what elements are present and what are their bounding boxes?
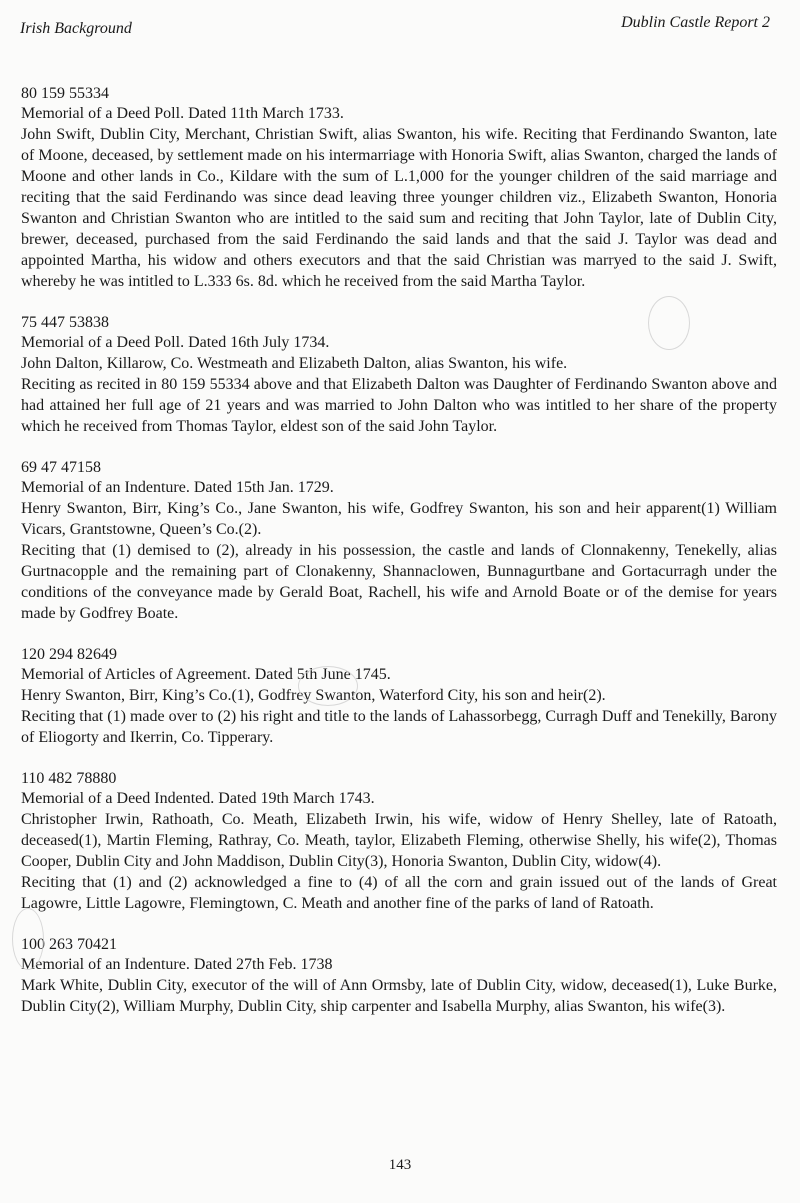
- paper-stain: [12, 908, 44, 970]
- memorial-paragraph: Reciting that (1) and (2) acknowledged a fine to (4) of all the corn and grain issued out of the lands of Great Lagowre, Little Lagowre, Flemingtown, C. Meath and another fine of the parks of land of Ratoath.: [21, 874, 777, 912]
- document-body: [21, 84, 777, 1038]
- memorial-reference-number: 120 294 82649: [21, 646, 117, 663]
- memorial-text: [21, 975, 777, 1017]
- memorial-reference-number: 80 159 55334: [21, 85, 109, 102]
- running-header-left: Irish Background: [20, 20, 132, 37]
- memorial-reference-number: 75 447 53838: [21, 314, 109, 331]
- memorial-entry: [21, 769, 777, 914]
- memorial-reference-number: 100 263 70421: [21, 936, 117, 953]
- memorial-text: [21, 124, 777, 292]
- memorial-paragraph: Christopher Irwin, Rathoath, Co. Meath, Elizabeth Irwin, his wife, widow of Henry Shelley, late of Ratoath, deceased(1), Martin Fleming, Rathray, Co. Meath, taylor, Elizabeth Fleming, otherwise Shelly, his wife(2), Thomas Cooper, Dublin City and John Maddison, Dublin City(3), Honoria Swanton, Dublin City, widow(4).: [21, 811, 777, 870]
- memorial-entry: [21, 84, 777, 292]
- memorial-text: [21, 685, 777, 748]
- running-header-right: Dublin Castle Report 2: [621, 14, 770, 31]
- memorial-title: Memorial of a Deed Poll. Dated 11th March 1733.: [21, 105, 344, 122]
- memorial-title: Memorial of a Deed Poll. Dated 16th July 1734.: [21, 334, 330, 351]
- memorial-text: [21, 353, 777, 437]
- memorial-paragraph: Reciting as recited in 80 159 55334 above and that Elizabeth Dalton was Daughter of Ferdinando Swanton above and had attained her full age of 21 years and was married to John Dalton who was intitled to her share of the property which he received from Thomas Taylor, eldest son of the said John Taylor.: [21, 376, 777, 435]
- memorial-entry: [21, 458, 777, 624]
- memorial-paragraph: John Swift, Dublin City, Merchant, Christian Swift, alias Swanton, his wife. Reciting that Ferdinando Swanton, late of Moone, deceased, by settlement made on his intermarriage with Honoria Swift, alias Swanton, charged the lands of Moone and other lands in Co., Kildare with the sum of L.1,000 for the younger children of the said marriage and reciting that the said Ferdinando was since dead leaving three younger children viz., Elizabeth Swanton, Honoria Swanton and Christian Swanton who are intitled to the said sum and reciting that John Taylor, late of Dublin City, brewer, deceased, purchased from the said Ferdinando the said lands and that the said J. Taylor was dead and appointed Martha, his widow and others executors and that the said Christian was marryed to the said J. Swift, whereby he was intitled to L.333 6s. 8d. which he received from the said Martha Taylor.: [21, 126, 777, 290]
- memorial-paragraph: Reciting that (1) demised to (2), already in his possession, the castle and lands of Clonnakenny, Tenekelly, alias Gurtnacopple and the remaining part of Clonakenny, Shannaclowen, Bunnagurtbane and Gortacurragh under the conditions of the conveyance made by Gerald Boat, Rachell, his wife and Arnold Boate or of the demise for years made by Godfrey Boate.: [21, 542, 777, 622]
- memorial-paragraph: John Dalton, Killarow, Co. Westmeath and Elizabeth Dalton, alias Swanton, his wife.: [21, 355, 568, 372]
- memorial-paragraph: Mark White, Dublin City, executor of the will of Ann Ormsby, late of Dublin City, widow, deceased(1), Luke Burke, Dublin City(2), William Murphy, Dublin City, ship carpenter and Isabella Murphy, alias Swanton, his wife(3).: [21, 977, 777, 1015]
- memorial-title: Memorial of an Indenture. Dated 15th Jan. 1729.: [21, 479, 334, 496]
- paper-stain: [648, 296, 690, 350]
- memorial-paragraph: Henry Swanton, Birr, King’s Co., Jane Swanton, his wife, Godfrey Swanton, his son and heir apparent(1) William Vicars, Grantstowne, Queen’s Co.(2).: [21, 500, 777, 538]
- memorial-reference-number: 69 47 47158: [21, 459, 101, 476]
- memorial-text: [21, 498, 777, 624]
- page-number: 143: [388, 1157, 412, 1173]
- memorial-title: Memorial of Articles of Agreement. Dated 5th June 1745.: [21, 666, 391, 683]
- memorial-title: Memorial of a Deed Indented. Dated 19th March 1743.: [21, 790, 375, 807]
- paper-stain: [298, 666, 358, 706]
- memorial-reference-number: 110 482 78880: [21, 770, 117, 787]
- memorial-paragraph: Reciting that (1) made over to (2) his right and title to the lands of Lahassorbegg, Curragh Duff and Tenekilly, Barony of Eliogorty and Ikerrin, Co. Tipperary.: [21, 708, 777, 746]
- memorial-paragraph: Henry Swanton, Birr, King’s Co.(1), Godfrey Swanton, Waterford City, his son and heir(2).: [21, 687, 606, 704]
- memorial-entry: [21, 935, 777, 1017]
- memorial-title: Memorial of an Indenture. Dated 27th Feb. 1738: [21, 956, 333, 973]
- memorial-entry: [21, 645, 777, 748]
- memorial-text: [21, 809, 777, 914]
